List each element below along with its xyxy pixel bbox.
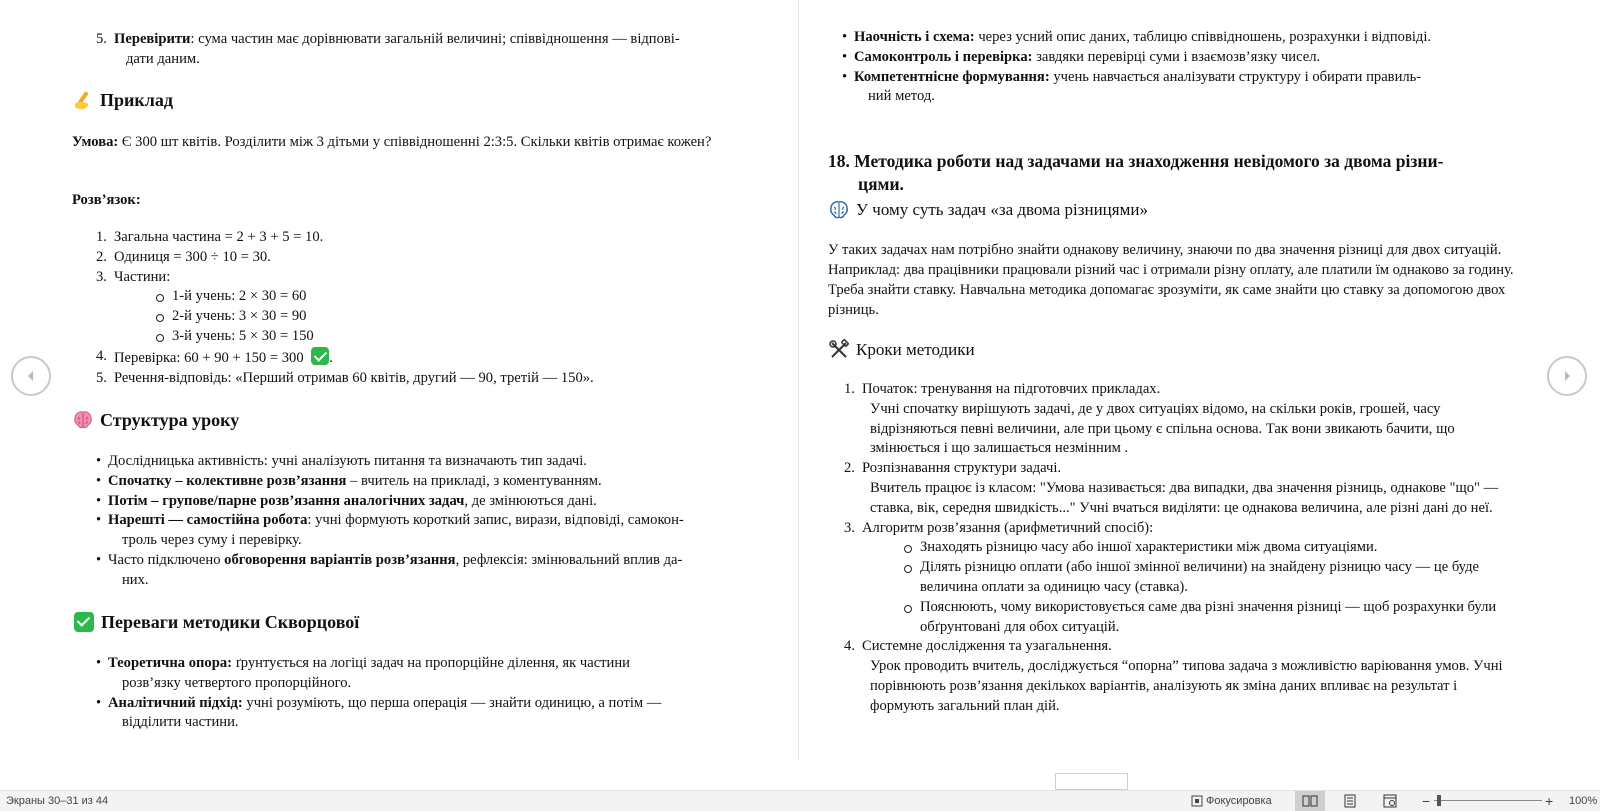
solution-steps bbox=[72, 228, 772, 388]
list-item: • Нарешті — самостійна робота: учні формують короткий запис, вирази, відповіді, самокон- троль через суму і перевірку. bbox=[72, 511, 772, 551]
solution-label: Розв’язок: bbox=[72, 192, 141, 208]
tools-icon bbox=[828, 339, 850, 361]
list-item: 4. Перевірка: 60 + 90 + 150 = 300 . bbox=[96, 347, 333, 366]
list-item: 3-й учень: 5 × 30 = 150 bbox=[148, 327, 772, 347]
chevron-right-icon bbox=[1560, 369, 1574, 383]
advantages-list bbox=[72, 654, 772, 733]
list-item: 1. Початок: тренування на підготовчих прикладах. Учні спочатку вирішують задачі, де у двох ситуаціях відомо, на скільки років, грошей, часу відрізняються певні величини, але при цьому є спільна основа. Так вони звикають бачити, що змінюється і що залишається незмінним . bbox=[844, 381, 1455, 457]
list-item: • Компетентнісне формування: учень навчається аналізувати структуру і обирати правиль- ний метод. bbox=[828, 68, 1518, 108]
list-item: • Часто підключено обговорення варіантів розв’язання, рефлексія: змінювальний вплив да- них. bbox=[72, 551, 772, 591]
chapter-title: 18. Методика роботи над задачами на знаходження невідомого за двома різни- цями. bbox=[828, 151, 1444, 194]
writing-hand-icon bbox=[72, 89, 94, 111]
list-item: 2. Розпізнавання структури задачі. Вчитель працює із класом: "Умова називається: два випадки, два значення різниць, однакове "що" — ставка, вік, середня швидкість..." Учні вчаться виділяти: це однакова величина, але різні дані до неї. bbox=[844, 460, 1499, 516]
list-item: 2. Одиниця = 300 ÷ 10 = 30. bbox=[96, 248, 271, 265]
web-layout-icon bbox=[1383, 794, 1397, 808]
list-item: Ділять різницю оплати (або іншої змінної величини) на знайдену різницю часу — це буде величина оплати за одиницю часу (ставка). bbox=[896, 558, 1520, 598]
list-item: • Потім – групове/парне розв’язання аналогічних задач, де змінюються дані. bbox=[72, 492, 772, 512]
steps-heading: Кроки методики bbox=[828, 338, 1528, 362]
next-screen-button[interactable] bbox=[1547, 356, 1587, 396]
essence-text: У таких задачах нам потрібно знайти однакову величину, знаючи по два значення різниці для двох ситуацій. Наприклад: два працівники працювали різний час і отримали різну оплату, але платили їм однаково за годину. Треба знайти ставку. Навчальна методика допомагає зрозуміти, як саме знайти цю ставку за допомогою двох різниць. bbox=[828, 242, 1514, 318]
zoom-out-button[interactable]: − bbox=[1422, 793, 1431, 809]
list-item: • Дослідницька активність: учні аналізують питання та визначають тип задачі. bbox=[72, 452, 772, 472]
chevron-left-icon bbox=[24, 369, 38, 383]
read-mode-button[interactable] bbox=[1295, 791, 1325, 811]
list-item: 1. Загальна частина = 2 + 3 + 5 = 10. bbox=[96, 229, 324, 245]
brain-icon bbox=[72, 409, 94, 431]
zoom-slider-thumb[interactable] bbox=[1437, 795, 1441, 806]
focus-mode-button[interactable]: Фокусировка bbox=[1191, 791, 1272, 811]
item-text: : сума частин має дорівнювати загальній величині; співвідношення — відпові- bbox=[190, 31, 680, 47]
list-item bbox=[72, 30, 772, 70]
advantages-list-cont bbox=[828, 28, 1518, 107]
list-item: 4. Системне дослідження та узагальнення. Урок проводить вчитель, досліджується “опорна” типова задача з можливістю варіювання умов. Учні порівнюють розв’язання декількох варіантів, аналізують як зміна даних впливає на результат і формують загальний план дій. bbox=[844, 638, 1503, 714]
status-bar bbox=[0, 790, 1600, 811]
list-item: 3. Частини: 1-й учень: 2 × 30 = 60 2-й учень: 3 × 30 = 90 3-й учень: 5 × 30 = 150 bbox=[72, 268, 772, 347]
brain-outline-icon bbox=[828, 199, 850, 221]
essence-heading: У чому суть задач «за двома різницями» bbox=[828, 198, 1528, 222]
focus-icon bbox=[1191, 795, 1203, 807]
example-heading: Приклад bbox=[72, 88, 772, 112]
left-page bbox=[72, 0, 772, 773]
list-item: Пояснюють, чому використовується саме два різні значення різниці — щоб розрахунки були обґрунтовані для обох ситуацій. bbox=[896, 598, 1520, 638]
list-item: 2-й учень: 3 × 30 = 90 bbox=[148, 307, 772, 327]
method-steps bbox=[828, 380, 1520, 717]
list-item: • Аналітичний підхід: учні розуміють, що перша операція — знайти одиницю, а потім — відділити частини. bbox=[72, 694, 772, 734]
print-layout-button[interactable] bbox=[1335, 791, 1365, 811]
algorithm-list bbox=[896, 538, 1520, 637]
advantages-heading: Переваги методики Скворцової bbox=[72, 610, 772, 634]
horizontal-scroll-thumb[interactable] bbox=[1055, 773, 1128, 790]
page-icon bbox=[1344, 794, 1356, 808]
check-mark-icon bbox=[74, 612, 94, 632]
right-page bbox=[828, 0, 1528, 773]
lesson-heading: Структура уроку bbox=[72, 408, 772, 432]
bold-term: Перевірити bbox=[114, 31, 191, 47]
list-number: 5. bbox=[96, 31, 107, 47]
list-item: • Спочатку – колективне розв’язання – вчитель на прикладі, з коментуванням. bbox=[72, 472, 772, 492]
check-mark-icon bbox=[311, 347, 329, 365]
check-step-list bbox=[72, 30, 772, 70]
list-item: Знаходять різницю часу або іншої характеристики між двома ситуаціями. bbox=[896, 538, 1520, 558]
list-item: 1-й учень: 2 × 30 = 60 bbox=[148, 287, 772, 307]
web-layout-button[interactable] bbox=[1375, 791, 1405, 811]
list-item: • Самоконтроль і перевірка: завдяки перевірці суми і взаємозв’язку чисел. bbox=[828, 48, 1518, 68]
screen-counter: Экраны 30–31 из 44 bbox=[6, 795, 109, 807]
zoom-in-button[interactable]: + bbox=[1545, 793, 1554, 809]
parts-list bbox=[148, 287, 772, 346]
list-item: 3. Алгоритм розв’язання (арифметичний спосіб): Знаходять різницю часу або іншої характеристики між двома ситуаціями. Ділять різницю оплати (або іншої змінної величини) на знайдену різницю часу — це буде величина оплати за одиницю часу (ставка). Пояснюють, чому використовується саме два різні значення різниці — щоб розрахунки були обґрунтовані для обох ситуацій. bbox=[828, 519, 1520, 638]
book-icon bbox=[1302, 795, 1318, 807]
item-text-cont: дати даним. bbox=[126, 50, 200, 67]
zoom-level[interactable]: 100% bbox=[1569, 795, 1598, 807]
page-divider bbox=[798, 0, 799, 760]
list-item: • Теоретична опора: ґрунтується на логіці задач на пропорційне ділення, як частини розв’язку четвертого пропорційного. bbox=[72, 654, 772, 694]
lesson-list bbox=[72, 452, 772, 591]
list-item: 5. Речення-відповідь: «Перший отримав 60 квітів, другий — 90, третій — 150». bbox=[96, 369, 594, 386]
previous-screen-button[interactable] bbox=[11, 356, 51, 396]
zoom-slider[interactable] bbox=[1434, 800, 1542, 801]
list-item: • Наочність і схема: через усний опис даних, таблицю співвідношень, розрахунки і відповіді. bbox=[828, 28, 1518, 48]
example-condition: Умова: Є 300 шт квітів. Розділити між 3 дітьми у співвідношенні 2:3:5. Скільки квітів отримає кожен? bbox=[72, 134, 712, 150]
